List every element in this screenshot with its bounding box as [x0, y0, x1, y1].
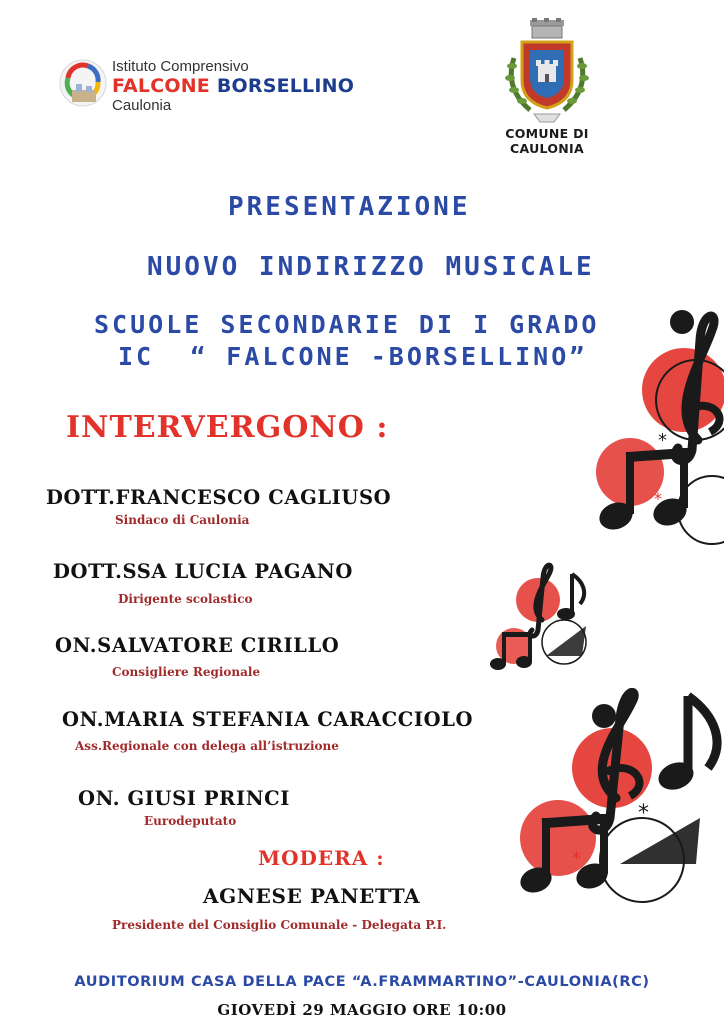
- title-scuole: SCUOLE SECONDARIE DI I GRADO: [94, 310, 600, 339]
- speaker-role: Dirigente scolastico: [118, 592, 253, 606]
- coat-of-arms-icon: [500, 18, 594, 126]
- venue-text: AUDITORIUM CASA DELLA PACE “A.FRAMMARTINO”-CAULONIA(RC): [74, 974, 650, 990]
- speaker-role: Ass.Regionale con delega all’istruzione: [75, 739, 339, 753]
- speaker-name: ON.MARIA STEFANIA CARACCIOLO: [62, 708, 474, 731]
- speaker-name: ON. GIUSI PRINCI: [78, 787, 290, 810]
- moderator-label: MODERA :: [258, 846, 385, 870]
- title-indirizzo: NUOVO INDIRIZZO MUSICALE: [147, 252, 595, 282]
- svg-text:*: *: [572, 848, 581, 869]
- moderator-name: AGNESE PANETTA: [203, 884, 421, 908]
- speaker-role: Eurodeputato: [144, 814, 237, 828]
- music-notes-icon: [592, 300, 724, 560]
- intervengono-heading: INTERVERGONO :: [66, 410, 389, 445]
- title-ic: IC “ FALCONE -BORSELLINO”: [118, 342, 588, 371]
- speaker-name: DOTT.SSA LUCIA PAGANO: [53, 560, 353, 583]
- school-logo-icon: [58, 56, 108, 114]
- speaker-role: Consigliere Regionale: [112, 665, 261, 679]
- treble-clef-icon: [488, 560, 596, 678]
- svg-text:*: *: [638, 801, 649, 826]
- school-name: [112, 75, 354, 97]
- school-type: Istituto Comprensivo: [112, 58, 249, 75]
- event-date: GIOVEDÌ 29 MAGGIO ORE 10:00: [217, 1001, 507, 1019]
- school-name-part2: BORSELLINO: [216, 75, 355, 97]
- svg-text:*: *: [658, 430, 667, 451]
- moderator-role: Presidente del Consiglio Comunale - Delegata P.I.: [112, 918, 447, 932]
- comune-label: COMUNE DI CAULONIA: [505, 126, 589, 156]
- school-town: Caulonia: [112, 97, 172, 114]
- school-name-part1: FALCONE: [112, 75, 210, 97]
- music-notes-icon: [520, 688, 724, 906]
- speaker-name: DOTT.FRANCESCO CAGLIUSO: [46, 486, 392, 509]
- speaker-role: Sindaco di Caulonia: [115, 513, 250, 527]
- speaker-name: ON.SALVATORE CIRILLO: [55, 634, 340, 657]
- svg-text:*: *: [654, 489, 662, 508]
- title-presentazione: PRESENTAZIONE: [228, 192, 471, 222]
